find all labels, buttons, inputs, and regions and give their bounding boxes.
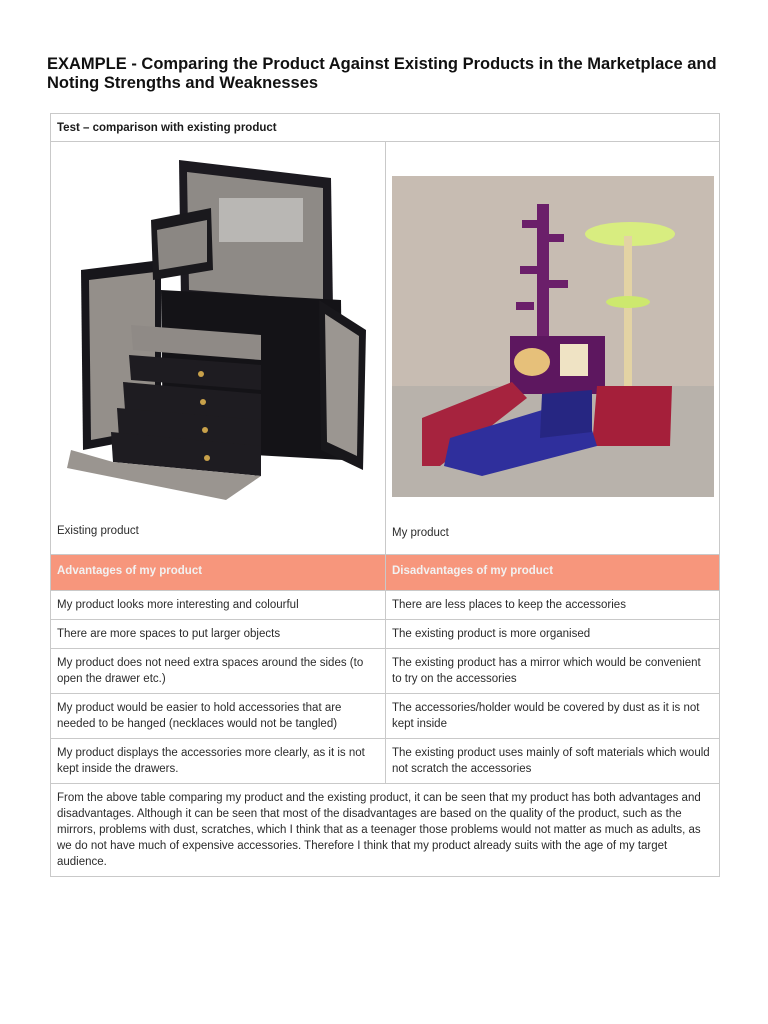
page-title: EXAMPLE - Comparing the Product Against Existing Products in the Marketplace and Noting Strengths and Weaknesses bbox=[47, 55, 717, 92]
my-product-caption: My product bbox=[392, 527, 449, 539]
comparison-table bbox=[50, 113, 720, 877]
existing-product-image bbox=[61, 150, 366, 512]
disadvantage-cell: The existing product has a mirror which would be convenient to try on the accessories bbox=[386, 649, 720, 694]
conclusion-text: From the above table comparing my product and the existing product, it can be seen that my product has both advantages and disadvantages. Although it can be seen that most of the disadvantages are based on the quality of the product, such as the mirrors, problems with dust, scratches, which I think that as a teenager those problems would not matter as much as adults, as we do not have much of expensive accessories. Therefore I think that my product already suits with the age of my target audience. bbox=[51, 784, 720, 877]
disadvantages-heading: Disadvantages of my product bbox=[386, 555, 720, 591]
advantage-cell: My product would be easier to hold accessories that are needed to be hanged (necklaces would not be tangled) bbox=[51, 694, 386, 739]
advantage-cell: My product does not need extra spaces around the sides (to open the drawer etc.) bbox=[51, 649, 386, 694]
advantage-cell: My product displays the accessories more clearly, as it is not kept inside the drawers. bbox=[51, 739, 386, 784]
table-row bbox=[51, 649, 720, 694]
disadvantage-cell: The accessories/holder would be covered by dust as it is not kept inside bbox=[386, 694, 720, 739]
advantages-heading: Advantages of my product bbox=[51, 555, 386, 591]
table-header-row bbox=[51, 114, 720, 142]
table-header: Test – comparison with existing product bbox=[51, 114, 720, 142]
image-row bbox=[51, 142, 720, 555]
heading-row bbox=[51, 555, 720, 591]
existing-product-caption: Existing product bbox=[57, 525, 139, 537]
my-product-image bbox=[392, 176, 714, 497]
advantage-cell: My product looks more interesting and colourful bbox=[51, 591, 386, 620]
conclusion-row bbox=[51, 784, 720, 877]
disadvantage-cell: The existing product is more organised bbox=[386, 620, 720, 649]
table-row bbox=[51, 591, 720, 620]
my-product-cell bbox=[386, 142, 720, 555]
table-row bbox=[51, 694, 720, 739]
advantage-cell: There are more spaces to put larger objects bbox=[51, 620, 386, 649]
disadvantage-cell: The existing product uses mainly of soft materials which would not scratch the accessories bbox=[386, 739, 720, 784]
table-row bbox=[51, 739, 720, 784]
table-row bbox=[51, 620, 720, 649]
existing-product-cell bbox=[51, 142, 386, 555]
disadvantage-cell: There are less places to keep the accessories bbox=[386, 591, 720, 620]
